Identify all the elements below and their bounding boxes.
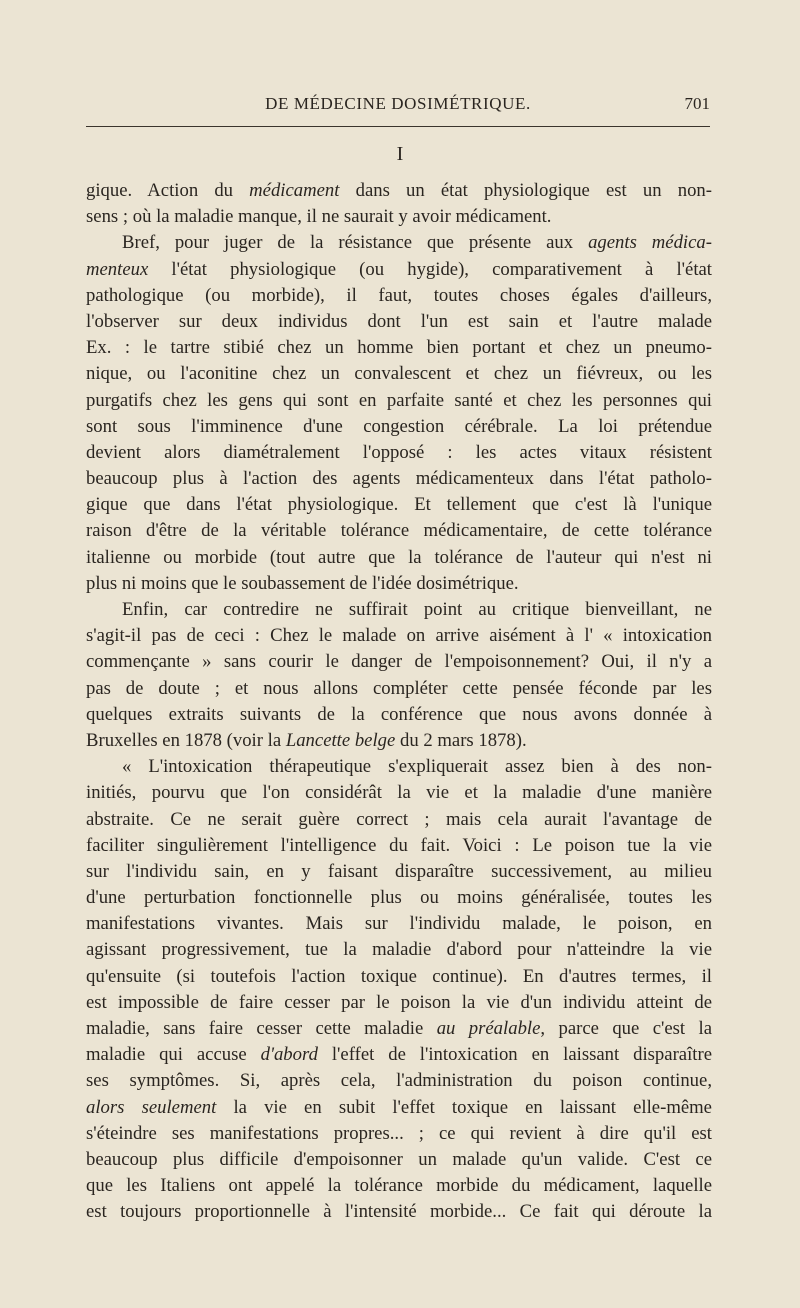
italic-text: alors seulement	[86, 1096, 217, 1118]
text-line	[86, 230, 712, 256]
text-line	[86, 1147, 712, 1173]
page-number: 701	[684, 94, 710, 113]
text-line	[86, 833, 712, 859]
text-line	[86, 283, 712, 309]
text-segment: beaucoup plus à l'action des agents médicamenteux dans l'état patholo-	[86, 468, 712, 490]
text-line	[86, 676, 712, 702]
text-segment: l'état physiologique (ou hygide), comparativement à l'état	[148, 258, 712, 280]
text-line	[86, 492, 712, 518]
text-line	[86, 1173, 712, 1199]
text-segment: Enfin, car contredire ne suffirait point au critique bienveillant, ne	[122, 599, 712, 620]
text-segment: nique, ou l'aconitine chez un convalescent et chez un fiévreux, ou les	[86, 363, 712, 385]
running-title: DE MÉDECINE DOSIMÉTRIQUE.	[265, 94, 531, 113]
text-segment: , parce que c'est la	[540, 1018, 712, 1039]
text-segment: l'observer sur deux individus dont l'un est sain et l'autre malade	[86, 310, 712, 332]
text-segment: gique que dans l'état physiologique. Et tellement que c'est là l'unique	[86, 494, 712, 516]
text-segment: italienne ou morbide (tout autre que la tolérance de l'auteur qui n'est ni	[86, 546, 712, 568]
text-line	[86, 597, 712, 623]
text-segment: purgatifs chez les gens qui sont en parfaite santé et chez les personnes qui	[86, 389, 712, 411]
text-line	[86, 388, 712, 414]
text-segment: du 2 mars 1878).	[395, 729, 527, 751]
text-segment: sont sous l'imminence d'une congestion cérébrale. La loi prétendue	[86, 415, 712, 437]
text-segment: abstraite. Ce ne serait guère correct ; mais cela aurait l'avantage de	[86, 808, 712, 830]
text-line	[86, 361, 712, 387]
italic-text: agents médica-	[588, 232, 712, 254]
text-line	[86, 440, 712, 466]
text-segment: ses symptômes. Si, après cela, l'administration du poison continue,	[86, 1070, 712, 1092]
text-segment: initiés, pourvu que l'on considérât la vie et la maladie d'une manière	[86, 782, 712, 804]
text-line	[86, 623, 712, 649]
text-line	[86, 466, 712, 492]
text-segment: plus ni moins que le soubassement de l'idée dosimétrique.	[86, 572, 519, 594]
text-line	[86, 702, 712, 728]
text-segment: « L'intoxication thérapeutique s'expliquerait assez bien à des non-	[122, 756, 712, 778]
text-segment: pathologique (ou morbide), il faut, toutes choses égales d'ailleurs,	[86, 284, 712, 306]
italic-text: Lancette belge	[285, 729, 396, 751]
text-segment: dans un état physiologique est un non-	[339, 180, 712, 201]
text-segment: gique. Action du	[86, 180, 250, 201]
text-segment: faciliter singulièrement l'intelligence du fait. Voici : Le poison tue la vie	[86, 834, 712, 856]
italic-text: menteux	[86, 258, 149, 280]
text-line	[86, 990, 712, 1016]
header-rule	[86, 126, 710, 127]
text-segment: est impossible de faire cesser par le poison la vie d'un individu atteint de	[86, 991, 712, 1013]
text-line	[86, 309, 712, 335]
text-segment: qu'ensuite (si toutefois l'action toxique continue). En d'autres termes, il	[86, 965, 712, 987]
text-segment: s'éteindre ses manifestations propres... ; ce qui revient à dire qu'il est	[86, 1122, 712, 1144]
text-line	[86, 571, 712, 597]
text-segment: sens ; où la maladie manque, il ne saurait y avoir médicament.	[86, 206, 552, 228]
text-line	[86, 780, 712, 806]
text-segment: maladie qui accuse	[86, 1044, 261, 1066]
section-mark: I	[396, 143, 404, 165]
text-line	[86, 937, 712, 963]
text-segment: pas de doute ; et nous allons compléter cette pensée féconde par les	[86, 677, 712, 699]
text-segment: sur l'individu sain, en y faisant disparaître successivement, au milieu	[86, 860, 712, 882]
text-line	[86, 414, 712, 440]
italic-text: au préalable	[436, 1018, 541, 1039]
italic-text: médicament	[249, 180, 340, 201]
text-line	[86, 964, 712, 990]
text-segment: l'effet de l'intoxication en laissant disparaître	[317, 1044, 712, 1066]
text-line	[86, 754, 712, 780]
text-line	[86, 545, 712, 571]
text-segment: commençante » sans courir le danger de l'empoisonnement? Oui, il n'y a	[86, 651, 712, 673]
text-segment: agissant progressivement, tue la maladie d'abord pour n'atteindre la vie	[86, 939, 712, 961]
text-segment: la vie en subit l'effet toxique en laissant elle-même	[216, 1096, 712, 1118]
text-segment: maladie, sans faire cesser cette maladie	[86, 1018, 437, 1039]
text-line	[86, 518, 712, 544]
text-segment: d'une perturbation fonctionnelle plus ou moins généralisée, toutes les	[86, 887, 712, 909]
text-line	[86, 1095, 712, 1121]
text-line	[86, 859, 712, 885]
text-line	[86, 1199, 712, 1225]
text-segment: devient alors diamétralement l'opposé : les actes vitaux résistent	[86, 441, 712, 463]
text-line	[86, 178, 712, 204]
text-line	[86, 1016, 712, 1042]
text-segment: s'agit-il pas de ceci : Chez le malade on arrive aisément à l' « intoxication	[86, 625, 712, 647]
text-line	[86, 911, 712, 937]
text-line	[86, 204, 712, 230]
text-segment: beaucoup plus difficile d'empoisonner un malade qu'un valide. C'est ce	[86, 1148, 712, 1170]
text-line	[86, 1068, 712, 1094]
text-segment: est toujours proportionnelle à l'intensité morbide... Ce fait qui déroute la	[86, 1201, 712, 1223]
body-text	[86, 178, 712, 1226]
text-segment: manifestations vivantes. Mais sur l'individu malade, le poison, en	[86, 913, 712, 935]
text-line	[86, 1121, 712, 1147]
text-line	[86, 728, 712, 754]
italic-text: d'abord	[260, 1044, 318, 1066]
page-header	[86, 92, 710, 120]
text-segment: que les Italiens ont appelé la tolérance morbide du médicament, laquelle	[86, 1175, 712, 1197]
text-segment: raison d'être de la véritable tolérance médicamentaire, de cette tolérance	[86, 520, 712, 542]
text-line	[86, 807, 712, 833]
text-segment: quelques extraits suivants de la conférence que nous avons donnée à	[86, 703, 712, 725]
text-line	[86, 885, 712, 911]
text-line	[86, 257, 712, 283]
text-line	[86, 335, 712, 361]
text-line	[86, 649, 712, 675]
text-segment: Bref, pour juger de la résistance que présente aux	[122, 232, 589, 254]
text-segment: Bruxelles en 1878 (voir la	[86, 729, 286, 751]
text-segment: Ex. : le tartre stibié chez un homme bien portant et chez un pneumo-	[86, 337, 712, 359]
text-line	[86, 1042, 712, 1068]
